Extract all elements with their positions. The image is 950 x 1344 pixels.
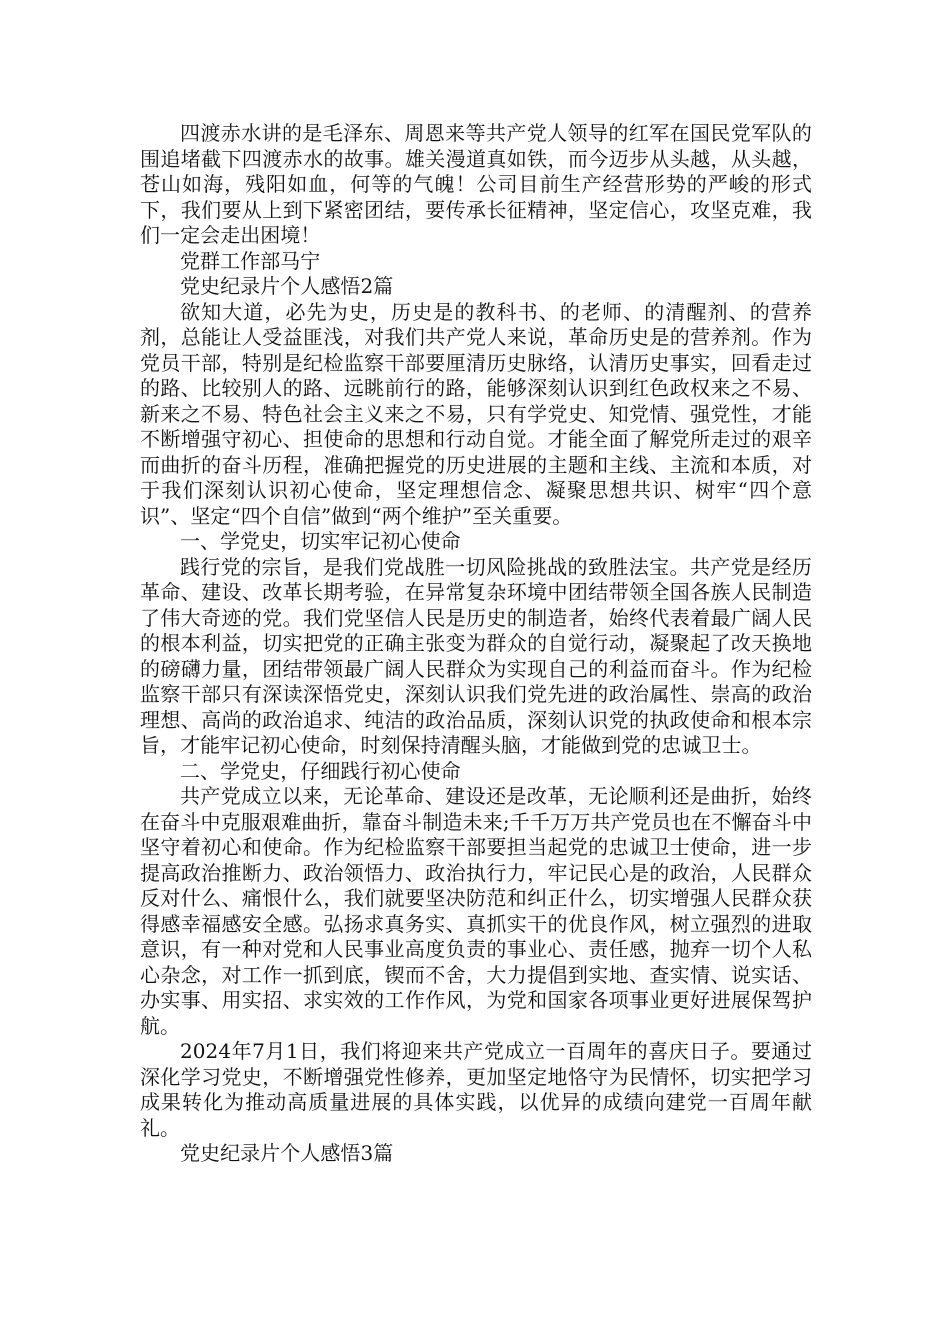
paragraph-intro-history: 欲知大道，必先为史，历史是的教科书、的老师、的清醒剂、的营养剂，总能让人受益匪浅，对我们共产党人来说，革命历史是的营养剂。作为党员干部，特别是纪检监察干部要厘清历史脉络，认清历史事实，回看走过的路、比较别人的路、远眺前行的路，能够深刻认识到红色政权来之不易、新来之不易、特色社会主义来之不易，只有学党史、知党情、强党性，才能不断增强守初心、担使命的思想和行动自觉。才能全面了解党所走过的艰辛而曲折的奋斗历程，准确把握党的历史进展的主题和主线、主流和本质，对于我们深刻认识初心使命，坚定理想信念、凝聚思想共识、树牢“四个意识”、坚定“四个自信”做到“两个维护”至关重要。 (140, 299, 812, 528)
paragraph-party-purpose: 践行党的宗旨，是我们党战胜一切风险挑战的致胜法宝。共产党是经历革命、建设、改革长期考验，在异常复杂环境中团结带领全国各族人民制造了伟大奇迹的党。我们党坚信人民是历史的制造者，始终代表着最广阔人民的根本利益，切实把党的正确主张变为群众的自觉行动，凝聚起了改天换地的磅礴力量，团结带领最广阔人民群众为实现自己的利益而奋斗。作为纪检监察干部只有深读深悟党史，深刻认识我们党先进的政治属性、崇高的政治理想、高尚的政治追求、纯洁的政治品质，深刻认识党的执政使命和根本宗旨，才能牢记初心使命，时刻保持清醒头脑，才能做到党的忠诚卫士。 (140, 554, 812, 757)
heading-one: 一、学党史，切实牢记初心使命 (180, 529, 461, 553)
section-title-3: 党史纪录片个人感悟3篇 (180, 1141, 394, 1165)
section-title-2: 党史纪录片个人感悟2篇 (180, 274, 394, 298)
heading-two: 二、学党史，仔细践行初心使命 (180, 758, 461, 783)
paragraph-practice-mission: 共产党成立以来，无论革命、建设还是改革，无论顺利还是曲折，始终在奋斗中克服艰难曲折，靠奋斗制造未来;千千万万共产党员也在不懈奋斗中坚守着初心和使命。作为纪检监察干部要担当起党的忠诚卫士使命，进一步提高政治推断力、政治领悟力、政治执行力，牢记民心是的政治，人民群众反对什么、痛恨什么，我们就要坚决防范和纠正什么，切实增强人民群众获得感幸福感安全感。弘扬求真务实、真抓实干的优良作风，树立强烈的进取意识，有一种对党和人民事业高度负责的事业心、责任感，抛弃一切个人私心杂念，对工作一抓到底，锲而不舍，大力提倡到实地、查实情、说实话、办实事、用实招、求实效的工作作风，为党和国家各项事业更好进展保驾护航。 (140, 784, 812, 1038)
document-page (140, 121, 812, 1167)
paragraph-centenary: 2024年7月1日，我们将迎来共产党成立一百周年的喜庆日子。要通过深化学习党史，不断增强党性修养，更加坚定地恪守为民情怀，切实把学习成果转化为推动高质量进展的具体实践，以优异的成绩向建党一百周年献礼。 (140, 1039, 812, 1140)
paragraph-sidu-chishui: 四渡赤水讲的是毛泽东、周恩来等共产党人领导的红军在国民党军队的围追堵截下四渡赤水的故事。雄关漫道真如铁，而今迈步从头越，从头越，苍山如海，残阳如血，何等的气魄！公司目前生产经营形势的严峻的形式下，我们要从上到下紧密团结，要传承长征精神，坚定信心，攻坚克难，我们一定会走出困境！ (140, 121, 812, 247)
author-line: 党群工作部马宁 (180, 248, 321, 273)
